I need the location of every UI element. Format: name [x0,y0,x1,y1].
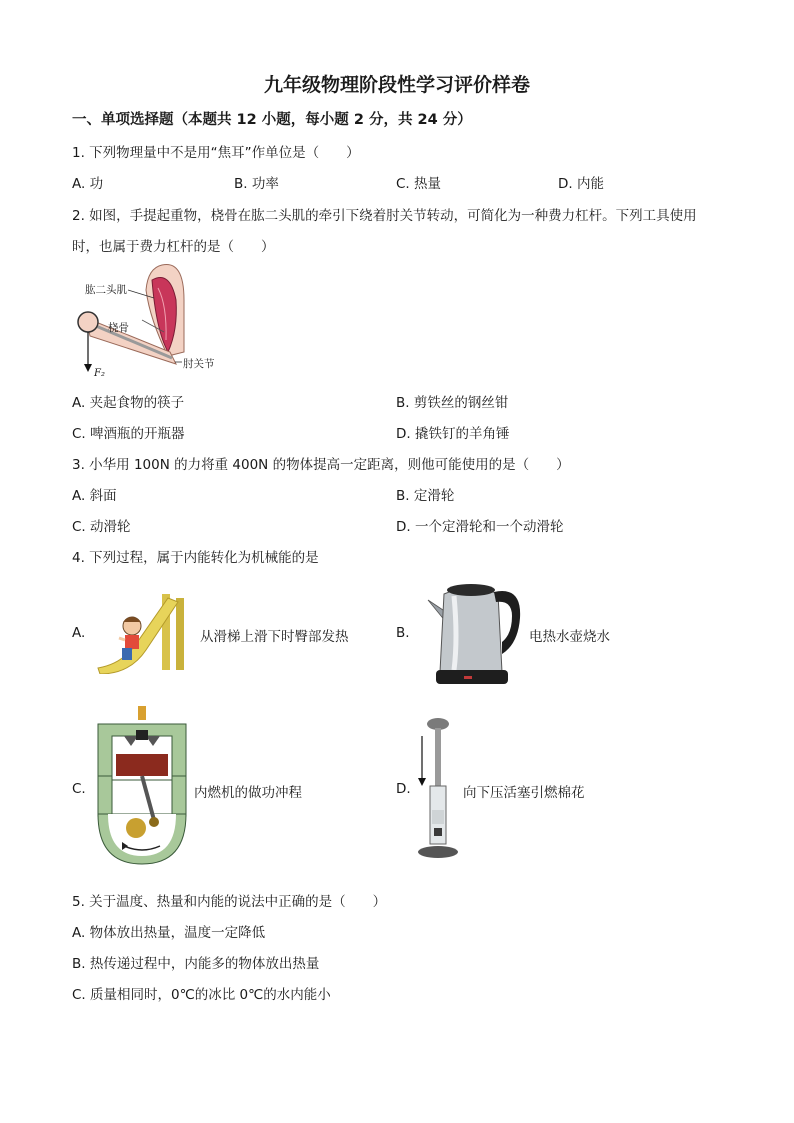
question-1-stem: 1. 下列物理量中不是用“焦耳”作单位是（ ） [72,145,360,161]
q2-option-d: D. 撬铁钉的羊角锤 [396,426,510,442]
q4-option-a-letter: A. [72,625,86,641]
question-5-stem: 5. 关于温度、热量和内能的说法中正确的是（ ） [72,894,387,910]
q5-option-c: C. 质量相同时，0℃的冰比 0℃的水内能小 [72,987,331,1003]
section-heading: 一、单项选择题（本题共 12 小题，每小题 2 分，共 24 分） [72,112,472,128]
q4-option-d-letter: D. [396,781,411,797]
slide-figure [92,588,188,674]
q3-option-d: D. 一个定滑轮和一个动滑轮 [396,519,564,535]
question-2-stem-line2: 时，也属于费力杠杆的是（ ） [72,239,275,255]
q3-option-c: C. 动滑轮 [72,519,131,535]
fire-piston-figure [414,716,464,862]
kettle-figure [424,578,524,688]
q2-option-b: B. 剪铁丝的钢丝钳 [396,395,509,411]
q1-option-b: B. 功率 [234,176,279,192]
q4-option-c-text: 内燃机的做功冲程 [194,785,302,801]
page-title: 九年级物理阶段性学习评价样卷 [263,74,530,96]
q4-option-a-text: 从滑梯上滑下时臀部发热 [200,629,349,645]
q1-option-d: D. 内能 [558,176,604,192]
q1-option-a: A. 功 [72,176,104,192]
question-2-stem-line1: 2. 如图，手提起重物，桡骨在肱二头肌的牵引下绕着肘关节转动，可简化为一种费力杠杆。下列工具使用 [72,208,697,224]
q1-option-c: C. 热量 [396,176,442,192]
engine-figure [94,706,190,866]
q2-option-a: A. 夹起食物的筷子 [72,395,185,411]
q2-option-c: C. 啤酒瓶的开瓶器 [72,426,185,442]
q4-option-b-letter: B. [396,625,410,641]
question-3-stem: 3. 小华用 100N 的力将重 400N 的物体提高一定距离，则他可能使用的是（ ） [72,457,570,473]
q4-option-c-letter: C. [72,781,86,797]
q3-option-b: B. 定滑轮 [396,488,455,504]
q5-option-a: A. 物体放出热量，温度一定降低 [72,925,266,941]
label-force: F₂ [94,368,105,379]
q4-option-b-text: 电热水壶烧水 [529,629,610,645]
question-4-stem: 4. 下列过程，属于内能转化为机械能的是 [72,550,319,566]
label-elbow: 肘关节 [183,358,215,370]
q5-option-b: B. 热传递过程中，内能多的物体放出热量 [72,956,320,972]
q3-option-a: A. 斜面 [72,488,117,504]
label-radius: 桡骨 [108,322,129,334]
label-biceps: 肱二头肌 [85,284,127,296]
q4-option-d-text: 向下压活塞引燃棉花 [463,785,585,801]
